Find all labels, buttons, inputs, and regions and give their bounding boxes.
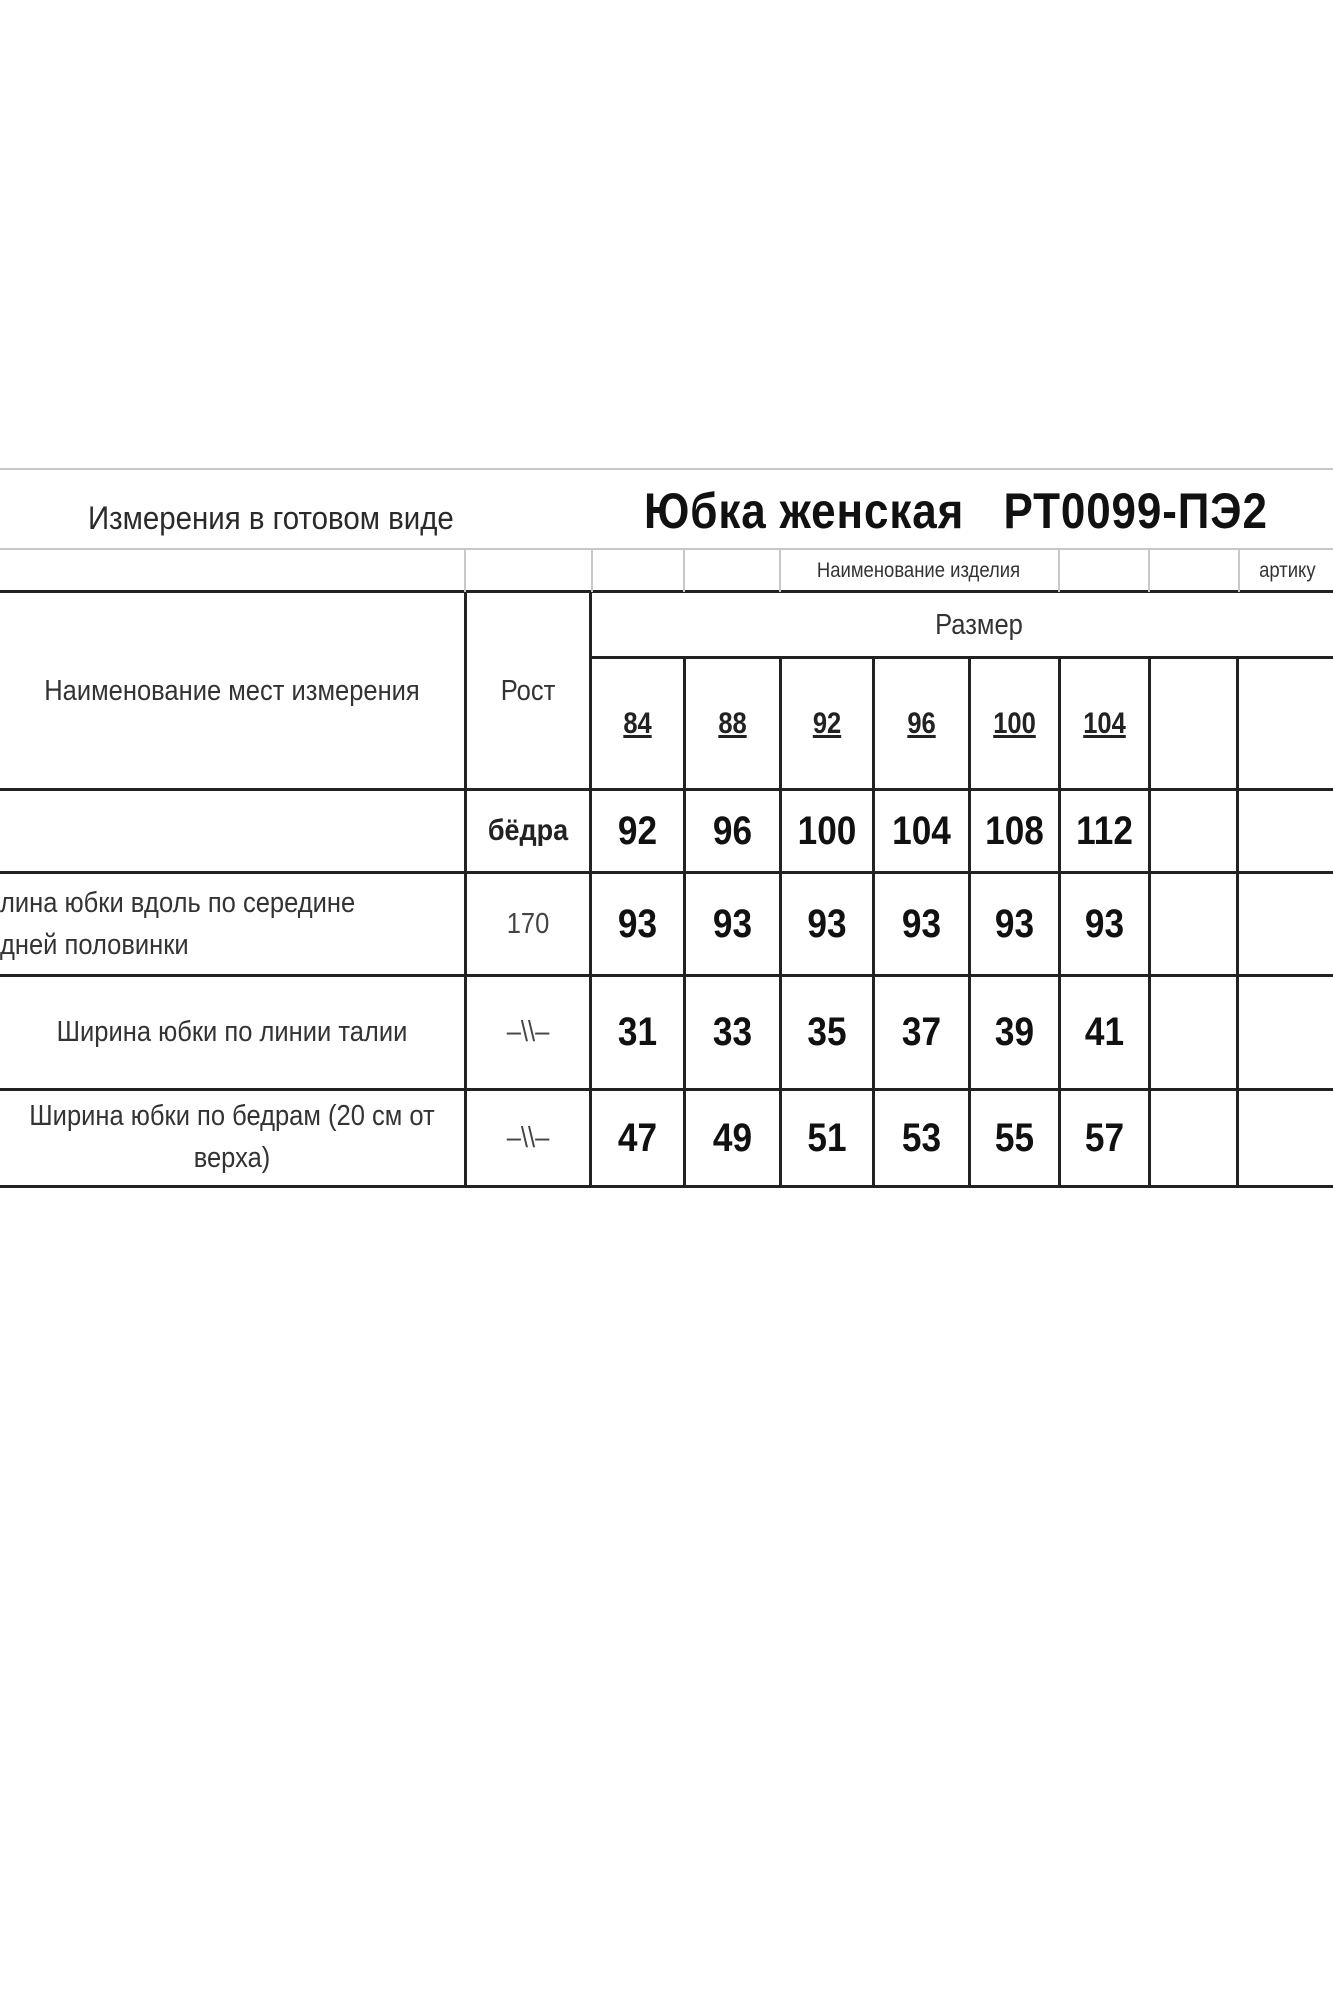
row2-value: 39 bbox=[994, 1010, 1035, 1054]
size-100: 100 bbox=[993, 706, 1036, 740]
title-row-bottom-border bbox=[0, 548, 1333, 550]
row3-value: 47 bbox=[617, 1115, 658, 1160]
row3-value: 53 bbox=[901, 1115, 942, 1160]
row2-value: 31 bbox=[617, 1010, 658, 1054]
hips-value: 100 bbox=[797, 808, 857, 853]
size-84: 84 bbox=[623, 706, 652, 740]
measurement-place-header: Наименование мест измерения bbox=[44, 674, 420, 707]
row3-value: 57 bbox=[1084, 1115, 1125, 1160]
column-divider bbox=[1236, 657, 1239, 1186]
hips-value: 104 bbox=[892, 808, 951, 853]
measurements-title: Измерения в готовом виде bbox=[88, 499, 454, 536]
size-104: 104 bbox=[1083, 706, 1126, 740]
row1-label-line2: дней половинки bbox=[0, 928, 189, 961]
hips-value: 92 bbox=[617, 808, 658, 853]
table-bottom-border bbox=[0, 1185, 1333, 1188]
row3-value: 55 bbox=[994, 1115, 1035, 1160]
row1-value: 93 bbox=[901, 901, 942, 946]
row2-value: 35 bbox=[807, 1010, 847, 1054]
header-top-border bbox=[0, 590, 1333, 593]
caption-divider bbox=[591, 548, 593, 592]
row1-value: 93 bbox=[1084, 901, 1125, 946]
height-header: Рост bbox=[500, 674, 556, 707]
row3-value: 51 bbox=[807, 1115, 847, 1160]
row1-value: 93 bbox=[994, 901, 1035, 946]
row1-value: 93 bbox=[807, 901, 847, 946]
caption-divider bbox=[1058, 548, 1060, 592]
column-divider bbox=[779, 657, 782, 1186]
row1-value: 93 bbox=[617, 901, 658, 946]
size-96: 96 bbox=[907, 706, 936, 740]
row1-value: 93 bbox=[712, 901, 753, 946]
hips-value: 96 bbox=[712, 808, 753, 853]
row3-value: 49 bbox=[712, 1115, 753, 1160]
column-divider bbox=[1148, 657, 1151, 1186]
column-divider bbox=[1058, 657, 1061, 1186]
column-divider bbox=[872, 657, 875, 1186]
row1-label-line1: лина юбки вдоль по середине bbox=[0, 886, 356, 919]
row2-height: –\\– bbox=[506, 1016, 550, 1048]
title-row-top-border bbox=[0, 468, 1333, 470]
row3-label bbox=[0, 1091, 464, 1185]
row1-label bbox=[0, 874, 464, 974]
column-divider bbox=[464, 592, 467, 1186]
hips-value: 112 bbox=[1076, 808, 1133, 853]
size-88: 88 bbox=[718, 706, 747, 740]
hips-value: 108 bbox=[985, 808, 1044, 853]
caption-divider bbox=[1148, 548, 1150, 592]
column-divider bbox=[589, 592, 592, 1186]
row3-label-line1: Ширина юбки по бедрам (20 см от bbox=[29, 1099, 435, 1132]
row2-value: 33 bbox=[712, 1010, 753, 1054]
size-header: Размер bbox=[935, 608, 1023, 641]
row3-label-line2: верха) bbox=[193, 1141, 271, 1174]
row3-height: –\\– bbox=[506, 1121, 550, 1154]
product-title: Юбка женская РТ0099-ПЭ2 bbox=[644, 483, 1268, 539]
article-caption: артику bbox=[1259, 559, 1316, 582]
column-divider bbox=[968, 657, 971, 1186]
column-divider bbox=[683, 657, 686, 1186]
size-92: 92 bbox=[812, 706, 842, 740]
caption-divider bbox=[683, 548, 685, 592]
caption-divider bbox=[464, 548, 466, 592]
product-name-caption: Наименование изделия bbox=[816, 559, 1021, 582]
hips-label: бёдра bbox=[487, 814, 569, 847]
row2-value: 41 bbox=[1084, 1010, 1125, 1054]
row1-height: 170 bbox=[506, 907, 550, 940]
row2-label: Ширина юбки по линии талии bbox=[56, 1016, 408, 1049]
caption-divider bbox=[779, 548, 781, 592]
row2-value: 37 bbox=[901, 1010, 942, 1054]
